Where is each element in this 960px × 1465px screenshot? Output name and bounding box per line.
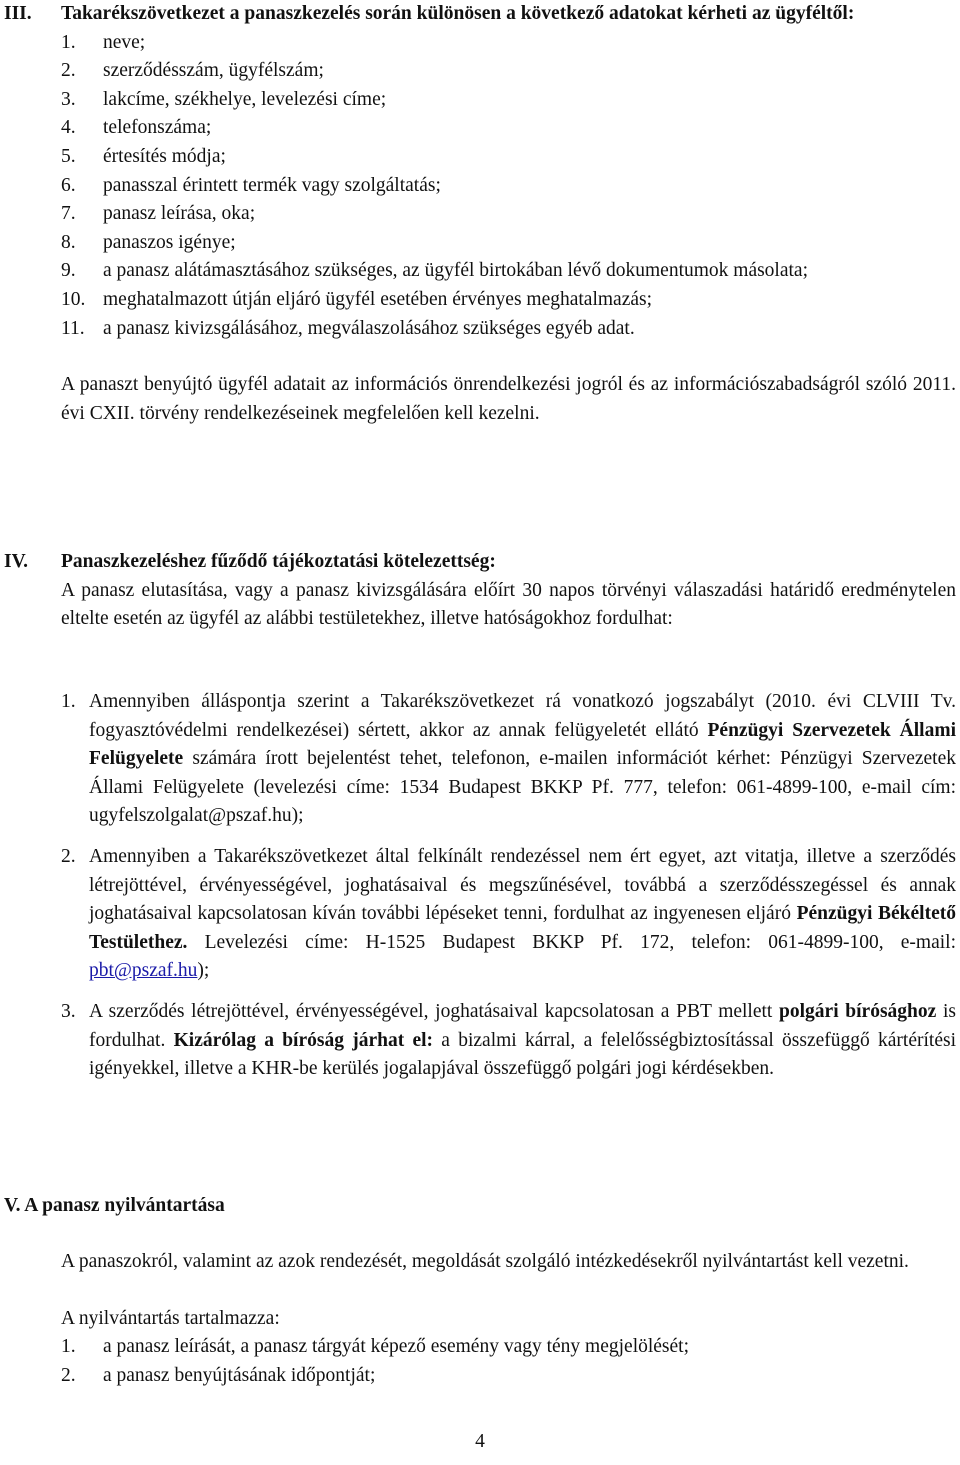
section-4-heading: Panaszkezeléshez fűződő tájékoztatási kötelezettség: xyxy=(61,551,496,572)
section-5-heading-block xyxy=(4,1192,956,1221)
section-5-list xyxy=(61,1333,956,1390)
list-item-court: 3. A szerződés létrejöttével, érvényességével, joghatásaival kapcsolatosan a PBT mellett polgári bírósághoz is fordulhat. Kizárólag a bíróság járhat el: a bizalmi kárral, a felelősségbiztosítással összefüggő kártérítési igényekkel, illetve a KHR-be kerülés jogalapjával összefüggő polgári jogi kérdésekben. xyxy=(61,1000,956,1080)
list-item-pszaf: 1. Amennyiben álláspontja szerint a Takarékszövetkezet rá vonatkozó jogszabályt (2010. évi CLVIII Tv. fogyasztóvédelmi rendelkezései) sértett, akkor az annak felügyeletét ellátó Pénzügyi Szervezetek Állami Felügyelete számára írott bejelentést tehet, telefonon, e-mailen információt kérhet: Pénzügyi Szervezetek Állami Felügyelete (levelezési címe: 1534 Budapest BKKP Pf. 777, telefon: 061-4899-100, e-mail cím: ugyfelszolgalat@pszaf.hu); xyxy=(61,691,956,827)
list-item: 7. panasz leírása, oka; xyxy=(61,203,256,225)
list-item: 4. telefonszáma; xyxy=(61,117,212,139)
list-item-pbt: 2. Amennyiben a Takarékszövetkezet által felkínált rendezéssel nem ért egyet, azt vitatja, illetve a szerződés létrejöttével, érvényességével, joghatásaival és megszűnésével, továbbá a szerződésszegéssel és annak joghatásaival kapcsolatosan kíván további lépéseket tenni, fordulhat az ingyenesen eljáró Pénzügyi Békéltető Testülethez. Levelezési címe: H-1525 Budapest BKKP Pf. 172, telefon: 061-4899-100, e-mail: pbt@pszaf.hu); xyxy=(61,845,956,982)
section-5-list-intro: A nyilvántartás tartalmazza: xyxy=(61,1307,280,1329)
list-item: 6. panasszal érintett termék vagy szolgáltatás; xyxy=(61,174,441,196)
section-5-paragraph: A panaszokról, valamint az azok rendezését, megoldását szolgáló intézkedésekről nyilvántartást kell vezetni. xyxy=(61,1251,909,1272)
section-3-number: III. xyxy=(4,3,32,24)
list-item: 2. szerződésszám, ügyfélszám; xyxy=(61,60,324,82)
list-item: 3. lakcíme, székhelye, levelezési címe; xyxy=(61,88,387,110)
list-item: 11. a panasz kivizsgálásához, megválaszolásához szükséges egyéb adat. xyxy=(61,317,635,339)
list-item: 1. neve; xyxy=(61,31,146,53)
page-number: 4 xyxy=(475,1431,485,1452)
section-4-items xyxy=(61,688,956,1084)
section-5 xyxy=(61,1248,956,1390)
list-item: 1. a panasz leírását, a panasz tárgyát képező esemény vagy tény megjelölését; xyxy=(61,1336,690,1358)
section-4 xyxy=(4,548,956,634)
section-4-number: IV. xyxy=(4,551,29,572)
list-item: 9. a panasz alátámasztásához szükséges, az ügyfél birtokában lévő dokumentumok másolata; xyxy=(61,260,808,282)
section-5-heading: V. A panasz nyilvántartása xyxy=(4,1195,225,1216)
section-3-note: A panaszt benyújtó ügyfél adatait az információs önrendelkezési jogról és az információszabadságról szóló 2011. évi CXII. törvény rendelkezéseinek megfelelően kell kezelni. xyxy=(61,374,956,424)
section-3-heading: Takarékszövetkezet a panaszkezelés során különösen a következő adatokat kérheti az ügyféltől: xyxy=(61,3,855,24)
section-3 xyxy=(4,0,956,428)
list-item: 10. meghatalmazott útján eljáró ügyfél esetében érvényes meghatalmazás; xyxy=(61,288,653,310)
pbt-email-link[interactable]: pbt@pszaf.hu xyxy=(89,960,198,982)
list-item: 8. panaszos igénye; xyxy=(61,231,236,253)
section-4-intro: A panasz elutasítása, vagy a panasz kivizsgálására előírt 30 napos törvényi válaszadási határidő eredménytelen eltelte esetén az ügyfél az alábbi testületekhez, illetve hatóságokhoz fordulhat: xyxy=(61,579,956,630)
section-3-list xyxy=(61,29,956,344)
list-item: 2. a panasz benyújtásának időpontját; xyxy=(61,1364,376,1386)
list-item: 5. értesítés módja; xyxy=(61,145,226,167)
